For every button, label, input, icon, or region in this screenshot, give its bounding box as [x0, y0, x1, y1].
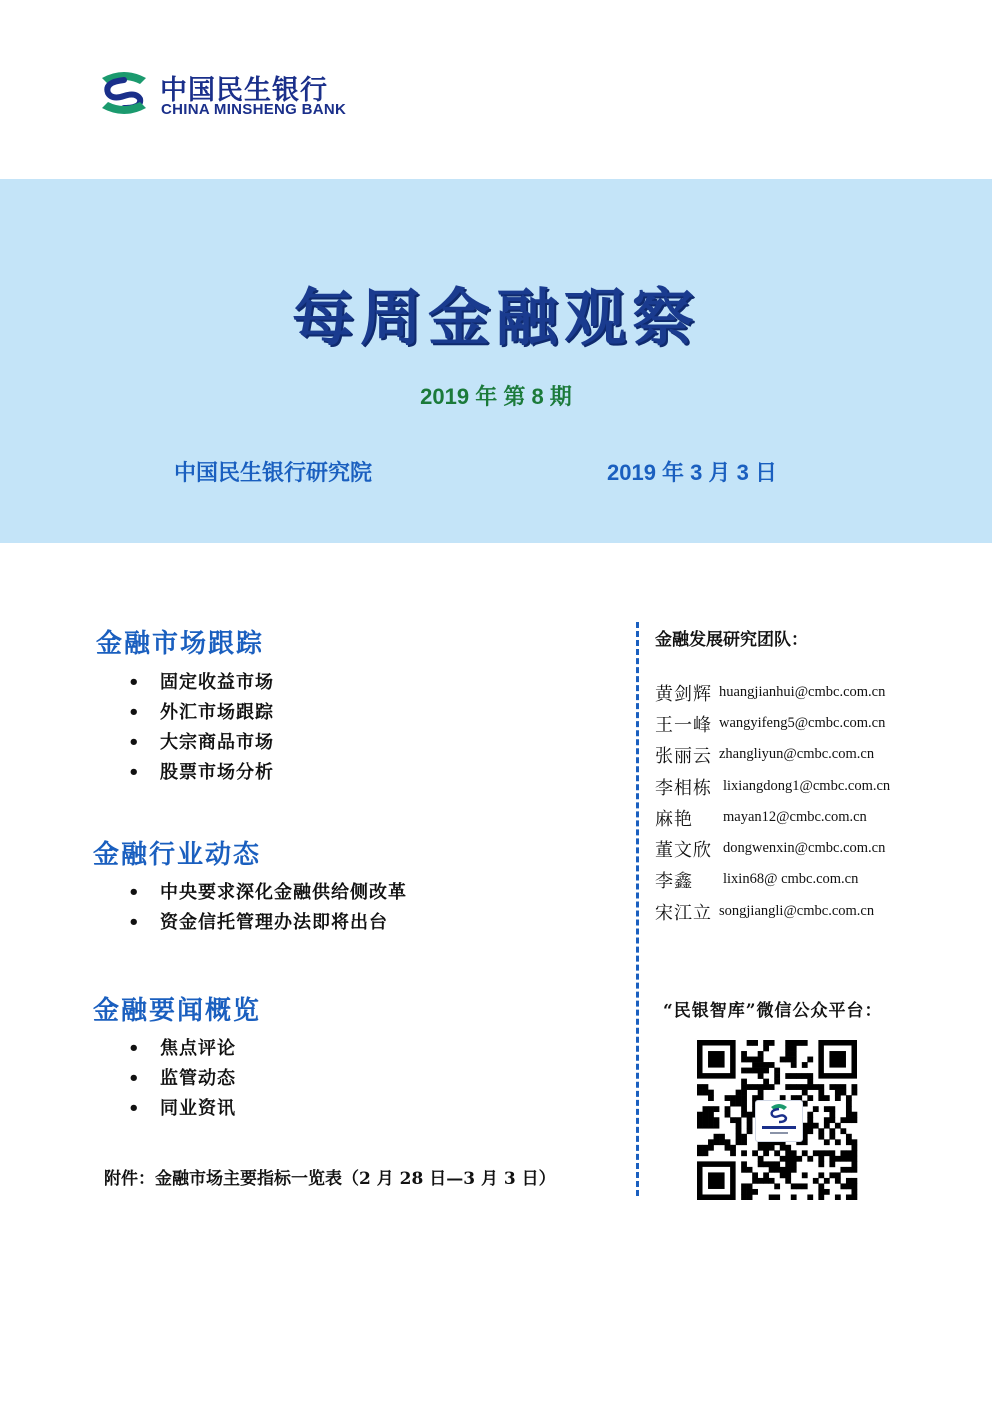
title-banner: [0, 179, 992, 543]
list-item: • 同业资讯: [128, 1094, 236, 1124]
list-item: • 中央要求深化金融供给侧改革: [128, 878, 407, 908]
bank-logo: [94, 66, 374, 122]
member-email[interactable]: lixiangdong1@cmbc.com.cn: [723, 778, 891, 794]
minsheng-logo-icon: [94, 68, 154, 118]
bullet-icon: •: [128, 732, 141, 753]
member-name: 董文欣: [655, 840, 712, 861]
appendix-note: 附件：金融市场主要指标一览表（2 月 28 日—3 月 3 日）: [104, 1169, 556, 1189]
institute-name: 中国民生银行研究院: [174, 460, 373, 485]
report-title: 每周金融观察: [291, 281, 700, 354]
bullet-icon: •: [128, 702, 141, 723]
wechat-title: “民银智库”微信公众平台：: [663, 1001, 883, 1021]
bullet-icon: •: [128, 1068, 141, 1089]
list-item: • 资金信托管理办法即将出台: [128, 908, 407, 938]
member-email[interactable]: dongwenxin@cmbc.com.cn: [723, 840, 886, 856]
member-email[interactable]: zhangliyun@cmbc.com.cn: [719, 746, 875, 762]
member-email[interactable]: huangjianhui@cmbc.com.cn: [719, 684, 886, 700]
bullet-icon: •: [128, 762, 141, 783]
bank-name-cn: 中国民生银行: [160, 75, 328, 106]
section-title-news-overview: 金融要闻概览: [93, 996, 262, 1026]
bullet-icon: •: [128, 882, 141, 903]
member-email[interactable]: songjiangli@cmbc.com.cn: [719, 903, 875, 919]
member-name: 宋江立: [655, 903, 712, 924]
column-divider: [636, 622, 639, 1196]
publication-date: 2019 年 3 月 3 日: [607, 460, 777, 485]
member-name: 李相栋: [655, 778, 712, 799]
list-item: • 焦点评论: [128, 1034, 236, 1064]
section-list-news-overview: [128, 1034, 236, 1124]
team-title: 金融发展研究团队：: [655, 630, 808, 650]
section-title-market-tracking: 金融市场跟踪: [96, 629, 265, 659]
member-name: 麻艳: [655, 809, 693, 830]
member-name: 张丽云: [655, 746, 712, 767]
section-list-market-tracking: [128, 668, 274, 788]
qr-center-logo-icon: [755, 1100, 803, 1142]
bullet-icon: •: [128, 1098, 141, 1119]
member-name: 王一峰: [655, 715, 712, 736]
bullet-icon: •: [128, 1038, 141, 1059]
list-item: • 外汇市场跟踪: [128, 698, 274, 728]
member-email[interactable]: mayan12@cmbc.com.cn: [723, 809, 867, 825]
member-email[interactable]: wangyifeng5@cmbc.com.cn: [719, 715, 886, 731]
list-item: • 固定收益市场: [128, 668, 274, 698]
section-list-industry-news: [128, 878, 407, 938]
list-item: • 监管动态: [128, 1064, 236, 1094]
list-item: • 大宗商品市场: [128, 728, 274, 758]
bullet-icon: •: [128, 912, 141, 933]
member-name: 李鑫: [655, 871, 693, 892]
member-name: 黄剑辉: [655, 684, 712, 705]
bullet-icon: •: [128, 672, 141, 693]
section-title-industry-news: 金融行业动态: [93, 840, 262, 870]
issue-number: 2019 年 第 8 期: [420, 384, 572, 409]
list-item: • 股票市场分析: [128, 758, 274, 788]
bank-name-en: CHINA MINSHENG BANK: [161, 101, 347, 118]
qr-code-icon: [697, 1040, 859, 1200]
member-email[interactable]: lixin68@ cmbc.com.cn: [723, 871, 859, 887]
